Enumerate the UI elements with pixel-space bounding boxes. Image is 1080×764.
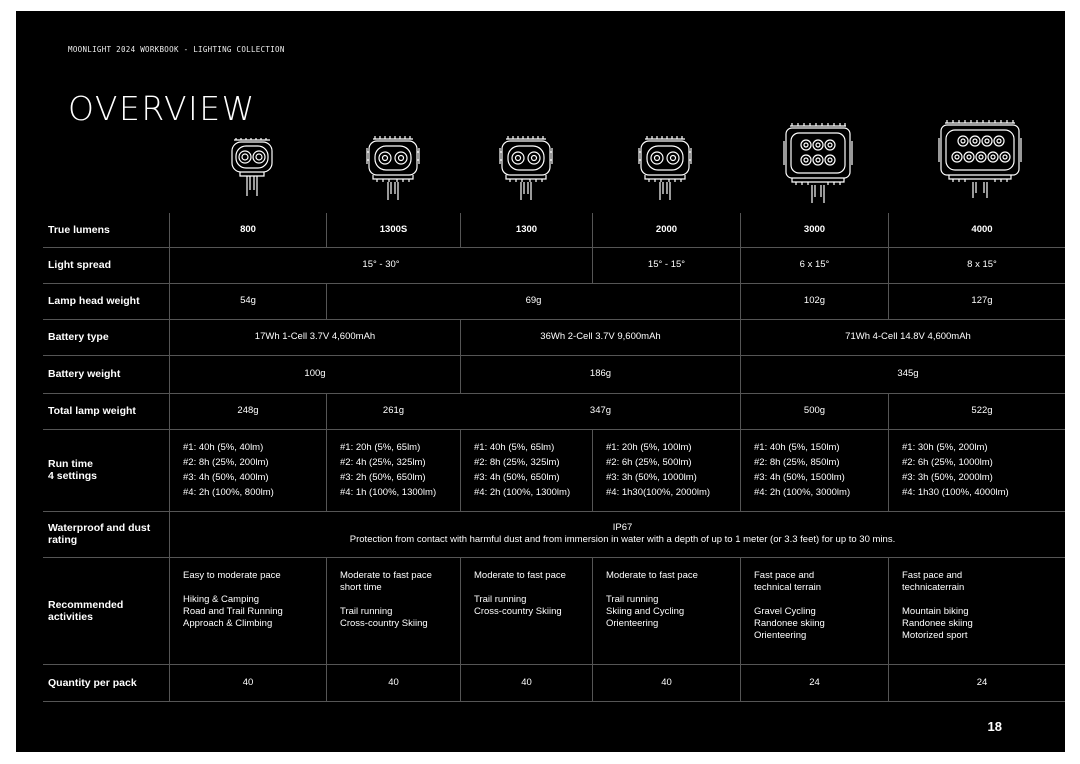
battery-type-value: 71Wh 4-Cell 14.8V 4,600mAh [845, 331, 971, 342]
run-time-setting: #3: 4h (50%, 1500lm) [754, 472, 845, 483]
row-label-lamp-head-weight: Lamp head weight [48, 295, 140, 307]
run-time-setting: #1: 30h (5%, 200lm) [902, 442, 988, 453]
run-time-setting: #4: 1h30 (100%, 4000lm) [902, 487, 1009, 498]
ip-rating: IP67 [612, 522, 633, 533]
activities-1300 [474, 570, 566, 618]
pace-text: Moderate to fast pace [340, 570, 432, 581]
activity-item: Road and Trail Running [183, 606, 283, 617]
run-time-setting: #2: 8h (25%, 850lm) [754, 457, 840, 468]
run-time-setting: #4: 2h (100%, 3000lm) [754, 487, 851, 498]
lamp-4000-icon [937, 118, 1023, 198]
spacer [474, 582, 566, 594]
pace-text: Fast pace and [754, 570, 815, 581]
light-spread-value: 15° - 15° [647, 259, 686, 270]
battery-weight-value: 186g [589, 368, 612, 379]
row-label-total-lamp-weight: Total lamp weight [48, 405, 136, 417]
total-weight-value: 347g [589, 405, 612, 416]
run-time-setting: #4: 2h (100%, 800lm) [183, 487, 274, 498]
run-time-setting: #3: 2h (50%, 650lm) [340, 472, 426, 483]
quantity-value: 40 [388, 676, 399, 688]
battery-type-value: 17Wh 1-Cell 3.7V 4,600mAh [254, 331, 376, 342]
pace-text: Fast pace and [902, 570, 963, 581]
run-time-setting: #4: 1h30(100%, 2000lm) [606, 487, 711, 498]
pace-text: Easy to moderate pace [183, 570, 281, 581]
pace-text: technicaterrain [902, 582, 965, 593]
pace-text: Moderate to fast pace [606, 570, 698, 581]
run-time-4000 [902, 440, 1009, 500]
lumens-1300: 1300 [515, 224, 538, 235]
run-time-800 [183, 440, 274, 500]
lumens-800: 800 [240, 224, 256, 235]
row-divider [43, 429, 1065, 430]
run-time-setting: #4: 1h (100%, 1300lm) [340, 487, 437, 498]
activity-item: Mountain biking [902, 606, 969, 617]
total-weight-value: 500g [803, 405, 826, 416]
lamp-2000-icon [637, 134, 693, 200]
run-time-setting: #1: 20h (5%, 65lm) [340, 442, 421, 453]
pace-text: technical terrain [754, 582, 822, 593]
activity-item: Cross-country Skiing [340, 618, 428, 629]
activity-item: Orienteering [606, 618, 659, 629]
battery-weight-value: 345g [897, 368, 919, 379]
total-weight-value: 248g [237, 405, 259, 416]
row-label-quantity: Quantity per pack [48, 676, 137, 689]
activity-item: Randonee skiing [754, 618, 825, 629]
activity-item: Gravel Cycling [754, 606, 816, 617]
activity-item: Approach & Climbing [183, 618, 273, 629]
row-label-recommended-activities [48, 557, 123, 664]
activity-item: Skiing and Cycling [606, 606, 685, 617]
spacer [754, 594, 825, 606]
run-time-setting: #2: 6h (25%, 500lm) [606, 457, 692, 468]
run-time-setting: #1: 20h (5%, 100lm) [606, 442, 692, 453]
light-spread-value: 15° - 30° [362, 259, 400, 270]
run-time-3000 [754, 440, 850, 500]
lumens-1300s: 1300S [379, 224, 408, 235]
pace-text: short time [340, 582, 382, 593]
activities-3000 [754, 570, 825, 642]
row-label-battery-type: Battery type [48, 331, 109, 343]
lamp-head-weight-value: 54g [240, 295, 256, 306]
lumens-3000: 3000 [803, 224, 826, 235]
run-time-setting: #4: 2h (100%, 1300lm) [474, 487, 571, 498]
run-time-setting: #1: 40h (5%, 40lm) [183, 442, 264, 453]
waterproof-label-line2: rating [48, 534, 78, 546]
spacer [902, 594, 973, 606]
battery-type-value: 36Wh 2-Cell 3.7V 9,600mAh [540, 331, 661, 342]
ip-rating-description: Protection from contact with harmful dust and from immersion in water with a depth of up to 1 meter (or 3.3 feet) for up to 30 mins. [349, 534, 896, 545]
lamp-800-icon [228, 136, 276, 198]
lamp-head-weight-value: 69g [525, 295, 542, 306]
run-time-setting: #3: 4h (50%, 400lm) [183, 472, 269, 483]
run-time-setting: #1: 40h (5%, 65lm) [474, 442, 555, 453]
activity-item: Trail running [606, 594, 659, 605]
activity-item: Trail running [340, 606, 393, 617]
quantity-value: 40 [521, 676, 532, 688]
page-title: OVERVIEW [68, 89, 256, 128]
activities-4000 [902, 570, 973, 642]
activities-label-line2: activities [48, 610, 93, 623]
spacer [340, 594, 432, 606]
lamp-1300s-icon [365, 134, 421, 200]
run-time-label-line1: Run time [48, 458, 93, 470]
waterproof-rating [170, 511, 1075, 557]
battery-weight-value: 100g [304, 368, 326, 379]
run-time-2000 [606, 440, 710, 500]
lumens-2000: 2000 [655, 224, 678, 235]
lamp-3000-icon [782, 121, 854, 203]
quantity-value: 40 [242, 676, 254, 688]
document-page [16, 11, 1065, 752]
run-time-setting: #2: 6h (25%, 1000lm) [902, 457, 993, 468]
run-time-setting: #3: 3h (50%, 2000lm) [902, 472, 993, 483]
row-label-battery-weight: Battery weight [48, 368, 121, 380]
activities-label-line1: Recommended [48, 598, 124, 611]
run-time-1300 [474, 440, 570, 500]
activities-2000 [606, 570, 698, 630]
page-number: 18 [987, 719, 1002, 734]
row-label-true-lumens: True lumens [48, 224, 110, 236]
light-spread-value: 8 x 15° [967, 259, 997, 270]
row-divider [43, 701, 1065, 702]
quantity-value: 24 [976, 676, 988, 688]
activity-item: Cross-country Skiing [474, 606, 562, 617]
row-label-light-spread: Light spread [48, 259, 112, 271]
spacer [606, 582, 698, 594]
quantity-value: 40 [661, 676, 672, 688]
pace-text: Moderate to fast pace [474, 570, 566, 581]
row-divider [43, 557, 1065, 558]
column-divider [460, 429, 461, 511]
run-time-setting: #3: 3h (50%, 1000lm) [606, 472, 697, 483]
row-label-run-time [48, 429, 97, 511]
total-weight-value: 261g [382, 405, 405, 416]
run-time-setting: #2: 8h (25%, 325lm) [474, 457, 560, 468]
activities-800 [183, 570, 283, 630]
column-divider [592, 429, 593, 511]
run-time-setting: #3: 4h (50%, 650lm) [474, 472, 560, 483]
run-time-setting: #2: 8h (25%, 200lm) [183, 457, 269, 468]
document-header: MOONLIGHT 2024 WORKBOOK - LIGHTING COLLECTION [68, 45, 285, 54]
lamp-1300-icon [498, 134, 554, 200]
row-label-waterproof [48, 511, 150, 557]
activities-1300s [340, 570, 432, 630]
activity-item: Trail running [474, 594, 527, 605]
activity-item: Orienteering [754, 630, 807, 641]
run-time-label-line2: 4 settings [48, 470, 98, 482]
activity-item: Randonee skiing [902, 618, 973, 629]
lamp-head-weight-value: 127g [971, 295, 993, 306]
run-time-setting: #2: 4h (25%, 325lm) [340, 457, 426, 468]
lumens-4000: 4000 [971, 224, 993, 235]
light-spread-value: 6 x 15° [799, 259, 830, 270]
activity-item: Hiking & Camping [183, 594, 260, 605]
activity-item: Motorized sport [902, 630, 968, 641]
waterproof-label-line1: Waterproof and dust [48, 522, 151, 534]
run-time-1300s [340, 440, 436, 500]
lamp-head-weight-value: 102g [803, 295, 826, 306]
quantity-value: 24 [809, 676, 820, 688]
total-weight-value: 522g [971, 405, 993, 416]
run-time-setting: #1: 40h (5%, 150lm) [754, 442, 840, 453]
spacer [183, 582, 283, 594]
